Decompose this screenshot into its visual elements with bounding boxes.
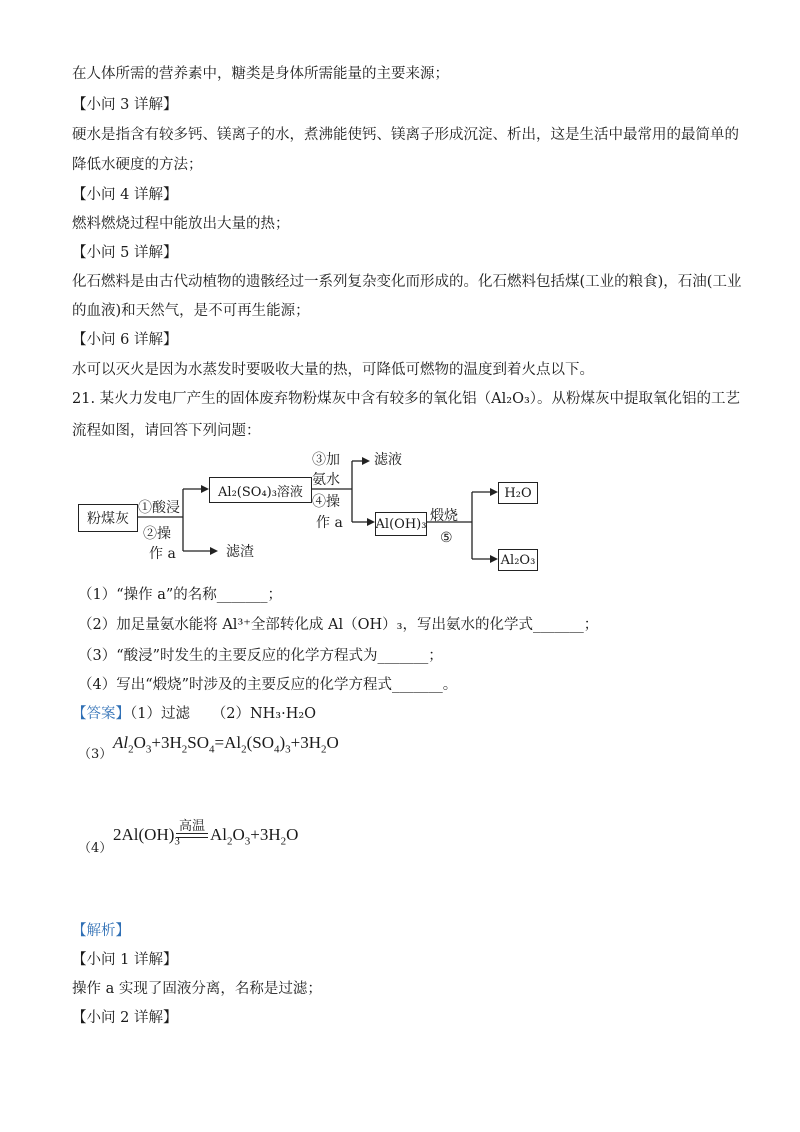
answer-4-number: （4） [78, 841, 113, 856]
question-4: （4）写出“煅烧”时涉及的主要反应的化学方程式_______。 [78, 677, 458, 693]
step5-label: ⑤ [440, 530, 453, 546]
step4-label: ④操 [312, 494, 340, 510]
section-heading: 【小问 4 详解】 [72, 187, 178, 203]
step5-label: 煅烧 [430, 508, 458, 524]
step4-label: 作 a [316, 515, 343, 531]
analysis-label: 【解析】 [72, 923, 130, 939]
water-box: H₂O [498, 482, 538, 504]
question-3: （3）“酸浸”时发生的主要反应的化学方程式为_______； [78, 648, 443, 664]
question-21-line: 流程如图，请回答下列问题： [72, 423, 261, 439]
section-heading: 【小问 2 详解】 [72, 1010, 178, 1026]
sulfate-solution-box: Al₂(SO₄)₃溶液 [209, 477, 312, 503]
text-line: 的血液)和天然气，是不可再生能源； [72, 303, 310, 319]
text-line: 水可以灭火是因为水蒸发时要吸收大量的热，可降低可燃物的温度到着火点以下。 [72, 362, 594, 378]
double-line-sign [176, 833, 208, 838]
reaction-condition: 高温 [178, 819, 205, 834]
question-2: （2）加足量氨水能将 Al³⁺全部转化成 Al（OH）₃，写出氨水的化学式_______； [78, 617, 599, 633]
step1-label: ①酸浸 [138, 500, 180, 516]
section-heading: 【小问 6 详解】 [72, 332, 178, 348]
text-line: 燃料燃烧过程中能放出大量的热； [72, 216, 290, 232]
coal-ash-box: 粉煤灰 [78, 504, 138, 532]
hydroxide-box: Al(OH)₃ [375, 512, 427, 536]
section-heading: 【小问 5 详解】 [72, 245, 178, 261]
equation-calcination-products: $Al_2O_3+3H_2O$ [210, 825, 299, 848]
filtrate-label: 滤液 [374, 452, 402, 468]
step3-label: 氨水 [312, 472, 340, 488]
residue-label: 滤渣 [226, 544, 254, 560]
equation-calcination: $2Al(OH)_3$ [113, 825, 180, 848]
text-line: 操作 a 实现了固液分离，名称是过滤； [72, 981, 322, 997]
text-line: 硬水是指含有较多钙、镁离子的水，煮沸能使钙、镁离子形成沉淀、析出，这是生活中最常用的最简单的 [72, 127, 739, 143]
text-line: 在人体所需的营养素中，糖类是身体所需能量的主要来源； [72, 66, 449, 82]
section-heading: 【小问 1 详解】 [72, 952, 178, 968]
answer-text: （1）过滤 （2）NH₃·H₂O [130, 706, 317, 722]
text-line: 降低水硬度的方法； [72, 157, 203, 173]
question-1: （1）“操作 a”的名称_______； [78, 587, 283, 603]
question-21-line: 21. 某火力发电厂产生的固体废弃物粉煤灰中含有较多的氧化铝（Al₂O₃）。从粉煤灰中提取氧化铝的工艺 [72, 391, 741, 407]
text-line: 化石燃料是由古代动植物的遗骸经过一系列复杂变化而形成的。化石燃料包括煤(工业的粮食)，石油(工业 [72, 274, 742, 290]
step2-label: 作 a [149, 546, 176, 562]
alumina-box: Al₂O₃ [498, 549, 538, 571]
step2-label: ②操 [143, 526, 171, 542]
answer-3-number: （3） [78, 747, 113, 762]
equation-acid-leach: $Al_2O_3+3H_2SO_4=Al_2(SO_4)_3+3H_2O$ [113, 733, 339, 756]
section-heading: 【小问 3 详解】 [72, 97, 178, 113]
step3-label: ③加 [312, 452, 340, 468]
answer-label: 【答案】 [72, 706, 130, 722]
